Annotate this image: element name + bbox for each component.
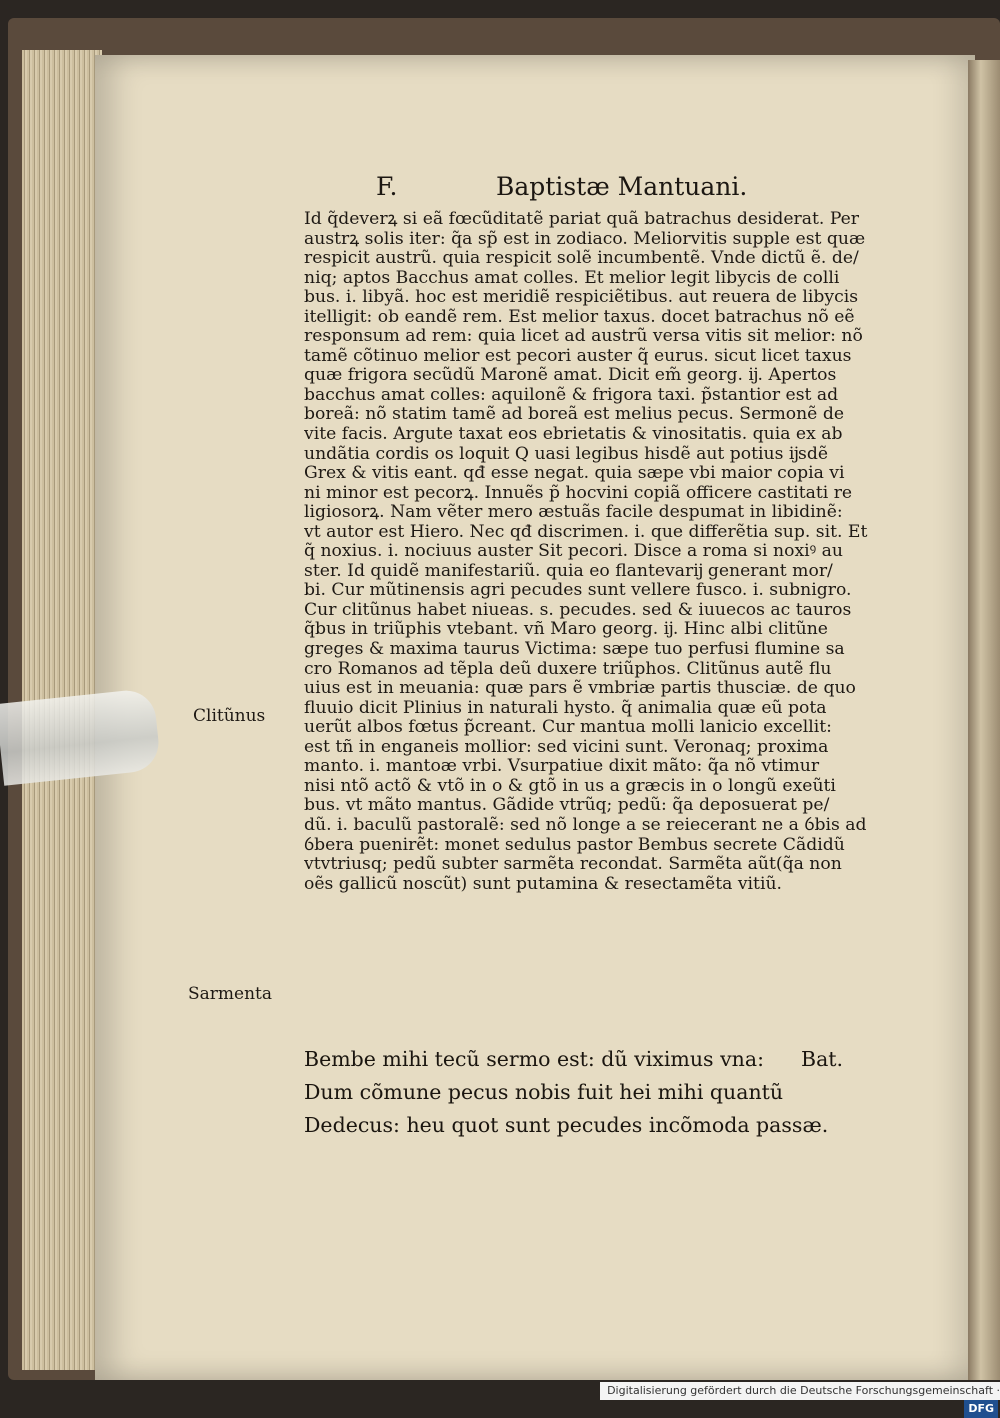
commentary-line: Grex & vitis eant. qđ esse negat. quia sæpe vbi maior copia vi [304, 464, 845, 484]
commentary-line: bi. Cur mũtinensis agri pecudes sunt vellere fusco. i. subnigro. [304, 581, 852, 601]
commentary-line: dũ. i. baculũ pastoralẽ: sed nõ longe a se reiecerant ne a ỽbis ad [304, 815, 867, 835]
marginal-note-clitunus: Clitũnus [193, 706, 266, 726]
facing-page-edge [968, 60, 1000, 1380]
speaker-label: Bat. [801, 1047, 844, 1071]
verse-line: Dedecus: heu quot sunt pecudes incõmoda passæ. [304, 1113, 829, 1137]
commentary-line: austrꝝ solis iter: q̃a sp̃ est in zodiaco. Meliorvitis supple est quæ [304, 229, 866, 249]
commentary-line: manto. i. mantoæ vrbi. Vsurpatiue dixit mãto: q̃a nõ vtimur [304, 757, 820, 777]
commentary-line: itelligit: ob eandẽ rem. Est melior taxus. docet batrachus nõ eẽ [304, 307, 855, 327]
commentary-line: vtvtriusq; pedũ subter sarmẽta recondat. Sarmẽta aũt(q̃a non [304, 855, 842, 875]
commentary-line: fluuio dicit Plinius in naturali hysto. q̃ animalia quæ eũ pota [304, 698, 827, 718]
signature-mark: F. [376, 172, 398, 201]
running-title: Baptistæ Mantuani. [496, 172, 748, 201]
commentary-line: ni minor est pecorꝝ. Innuẽs p̃ hocvini copiã officere castitati re [304, 483, 853, 503]
commentary-line: bus. vt mãto mantus. Gãdide vtrũq; pedũ: q̃a deposuerat pe/ [304, 796, 830, 816]
commentary-line: quæ frigora secũdũ Maronẽ amat. Dicit em̃ georg. ĳ. Apertos [304, 366, 837, 386]
commentary-line: bus. i. libyã. hoc est meridiẽ respiciẽtibus. aut reuera de libycis [304, 288, 859, 308]
commentary-line: ster. Id quidẽ manifestariũ. quia eo flantevarĳ generant mor/ [304, 561, 833, 581]
commentary-line: uius est in meuania: quæ pars ẽ vmbriæ partis thusciæ. de quo [304, 679, 856, 699]
verse-line: Dum cõmune pecus nobis fuit hei mihi quantũ [304, 1080, 784, 1104]
commentary-line: undãtia cordis os loquit Q uasi legibus hisdẽ aut potius ĳsdẽ [304, 444, 829, 464]
dfg-logo: DFG [964, 1400, 998, 1418]
commentary-line: q̃ noxius. i. nociuus auster Sit pecori. Disce a roma si noxiꝰ au [304, 542, 843, 562]
commentary-line: oẽs gallicũ noscũt) sunt putamina & resectamẽta vitiũ. [304, 874, 782, 894]
commentary-line: responsum ad rem: quia licet ad austrũ versa vitis sit melior: nõ [304, 327, 863, 347]
commentary-line: q̃bus in triũphis vtebant. vñ Maro georg. ĳ. Hinc albi clitũne [304, 620, 828, 640]
verse-block [304, 1043, 884, 1142]
commentary-line: greges & maxima taurus Victima: sæpe tuo perfusi flumine sa [304, 640, 845, 660]
verse-line-text: Bembe mihi tecũ sermo est: dũ viximus vna: [304, 1047, 764, 1071]
marginal-note-sarmenta: Sarmenta [188, 984, 273, 1004]
commentary-line: vite facis. Argute taxat eos ebrietatis & vinositatis. quia ex ab [304, 425, 843, 445]
commentary-line: tamẽ cõtinuo melior est pecori auster q̃ eurus. sicut licet taxus [304, 346, 852, 366]
commentary-line: uerũt albos fœtus p̃creant. Cur mantua molli lanicio excellit: [304, 718, 832, 738]
commentary-line: bacchus amat colles: aquilonẽ & frigora taxi. p̃stantior est ad [304, 385, 839, 405]
commentary-line: ligiosorꝝ. Nam vẽter mero æstuãs facile despumat in libidinẽ: [304, 503, 843, 523]
commentary-text [304, 210, 884, 894]
commentary-line: nisi ntõ actõ & vtõ in o & gtõ in us a græcis in o longũ exeũti [304, 776, 836, 796]
commentary-line: Id q̃deverꝝ si eã fœcũditatẽ pariat quã batrachus desiderat. Per [304, 210, 860, 229]
footer-text: Digitalisierung gefördert durch die Deutsche Forschungsgemeinschaft · [607, 1384, 1000, 1397]
commentary-line: respicit austrũ. quia respicit solẽ incumbentẽ. Vnde dictũ ẽ. de/ [304, 249, 859, 269]
commentary-line: est tñ in enganeis mollior: sed vicini sunt. Veronaq; proxima [304, 737, 829, 757]
page-clip [0, 688, 161, 786]
commentary-line: vt autor est Hiero. Nec qđ discrimen. i. que differẽtia sup. sit. Et [304, 522, 868, 542]
commentary-line: niq; aptos Bacchus amat colles. Et melior legit libycis de colli [304, 268, 840, 288]
commentary-line: Cur clitũnus habet niueas. s. pecudes. sed & iuuecos ac tauros [304, 600, 852, 620]
verse-line [304, 1043, 884, 1076]
commentary-line: boreã: nõ statim tamẽ ad boreã est melius pecus. Sermonẽ de [304, 405, 844, 425]
commentary-line: cro Romanos ad tẽpla deũ duxere triũphos. Clitũnus autẽ flu [304, 659, 832, 679]
commentary-line: ỽbera puenirẽt: monet sedulus pastor Bembus secrete Cãdidũ [304, 835, 845, 855]
footer-credit [600, 1382, 1000, 1415]
